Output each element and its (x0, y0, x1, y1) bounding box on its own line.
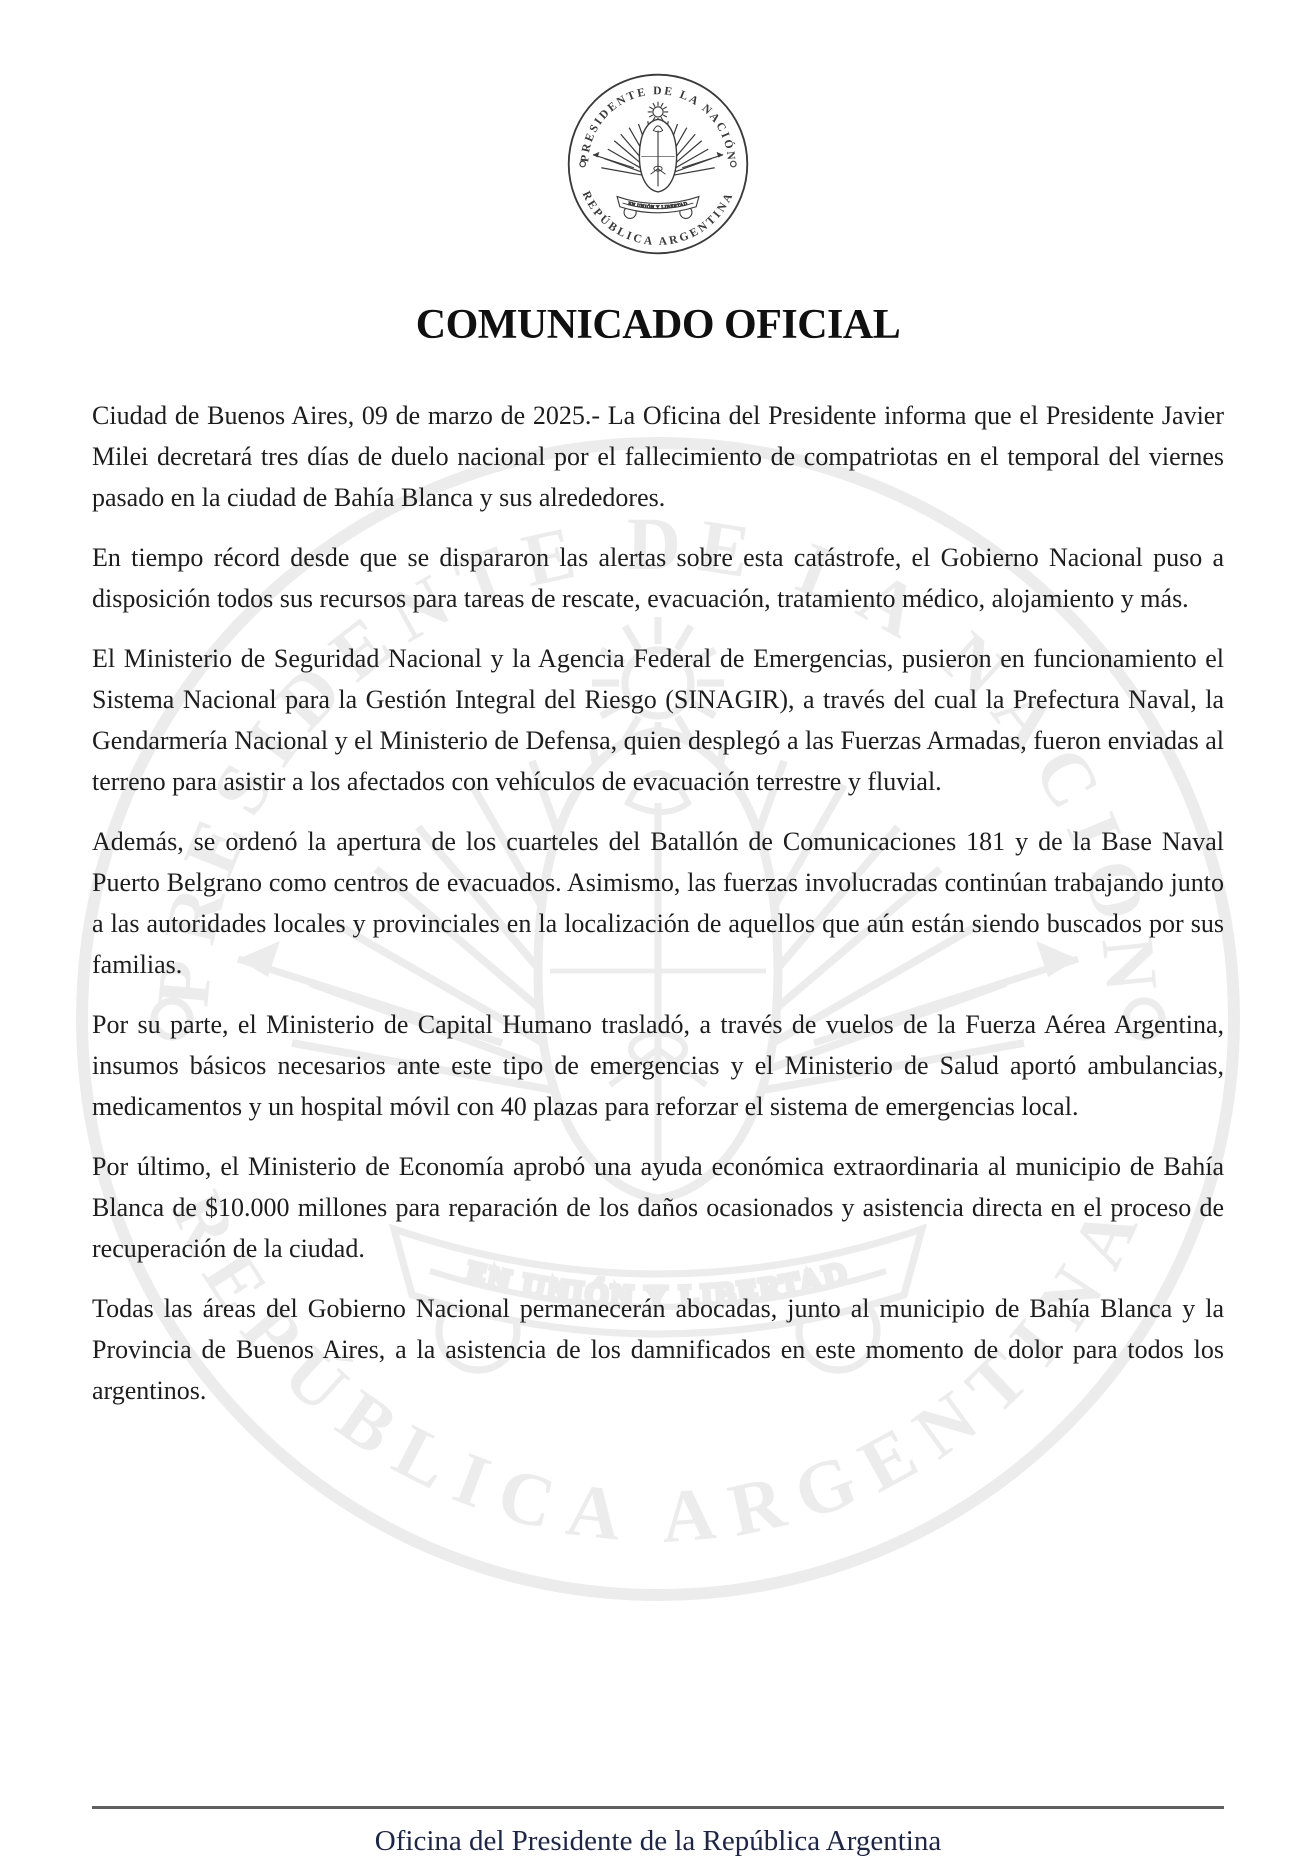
footer-text: Oficina del Presidente de la República Argentina (374, 1825, 942, 1857)
footer-divider (92, 1806, 1224, 1809)
paragraph-6: Por último, el Ministerio de Economía aprobó una ayuda económica extraordinaria al municipio de Bahía Blanca de $10.000 millones para reparación de los daños ocasionados y asistencia directa en el proceso de recuperación de la ciudad. (92, 1152, 1224, 1263)
paragraph-5: Por su parte, el Ministerio de Capital Humano trasladó, a través de vuelos de la Fuerza Aérea Argentina, insumos básicos necesarios ante este tipo de emergencias y el Ministerio de Salud aportó ambulancias, medicamentos y un hospital móvil con 40 plazas para reforzar el sistema de emergencias local. (92, 1010, 1224, 1121)
official-communique-page (0, 71, 1316, 1866)
paragraph-4: Además, se ordenó la apertura de los cuarteles del Batallón de Comunicaciones 181 y de la Base Naval Puerto Belgrano como centros de evacuados. Asimismo, las fuerzas involucradas continúan trabajando junto a las autoridades locales y provinciales en la localización de aquellos que aún están siendo buscados por sus familias. (92, 827, 1224, 979)
paragraph-1: Ciudad de Buenos Aires, 09 de marzo de 2025.- La Oficina del Presidente informa que el Presidente Javier Milei decretará tres días de duelo nacional por el fallecimiento de compatriotas en el temporal del viernes pasado en la ciudad de Bahía Blanca y sus alrededores. (92, 401, 1224, 512)
paragraph-7: Todas las áreas del Gobierno Nacional permanecerán abocadas, junto al municipio de Bahía Blanca y la Provincia de Buenos Aires, a la asistencia de los damnificados en este momento de dolor para todos los argentinos. (92, 1294, 1224, 1405)
document-body (92, 395, 1224, 1411)
presidential-seal-logo-icon (565, 71, 751, 257)
paragraph-3: El Ministerio de Seguridad Nacional y la Agencia Federal de Emergencias, pusieron en funcionamiento el Sistema Nacional para la Gestión Integral del Riesgo (SINAGIR), a través del cual la Prefectura Naval, la Gendarmería Nacional y el Ministerio de Defensa, quien desplegó a las Fuerzas Armadas, fueron enviadas al terreno para asistir a los afectados con vehículos de evacuación terrestre y fluvial. (92, 644, 1224, 796)
page-title: COMUNICADO OFICIAL (415, 302, 901, 348)
paragraph-2: En tiempo récord desde que se dispararon las alertas sobre esta catástrofe, el Gobierno Nacional puso a disposición todos sus recursos para tareas de rescate, evacuación, tratamiento médico, alojamiento y más. (92, 543, 1224, 613)
document-footer (92, 1806, 1224, 1858)
